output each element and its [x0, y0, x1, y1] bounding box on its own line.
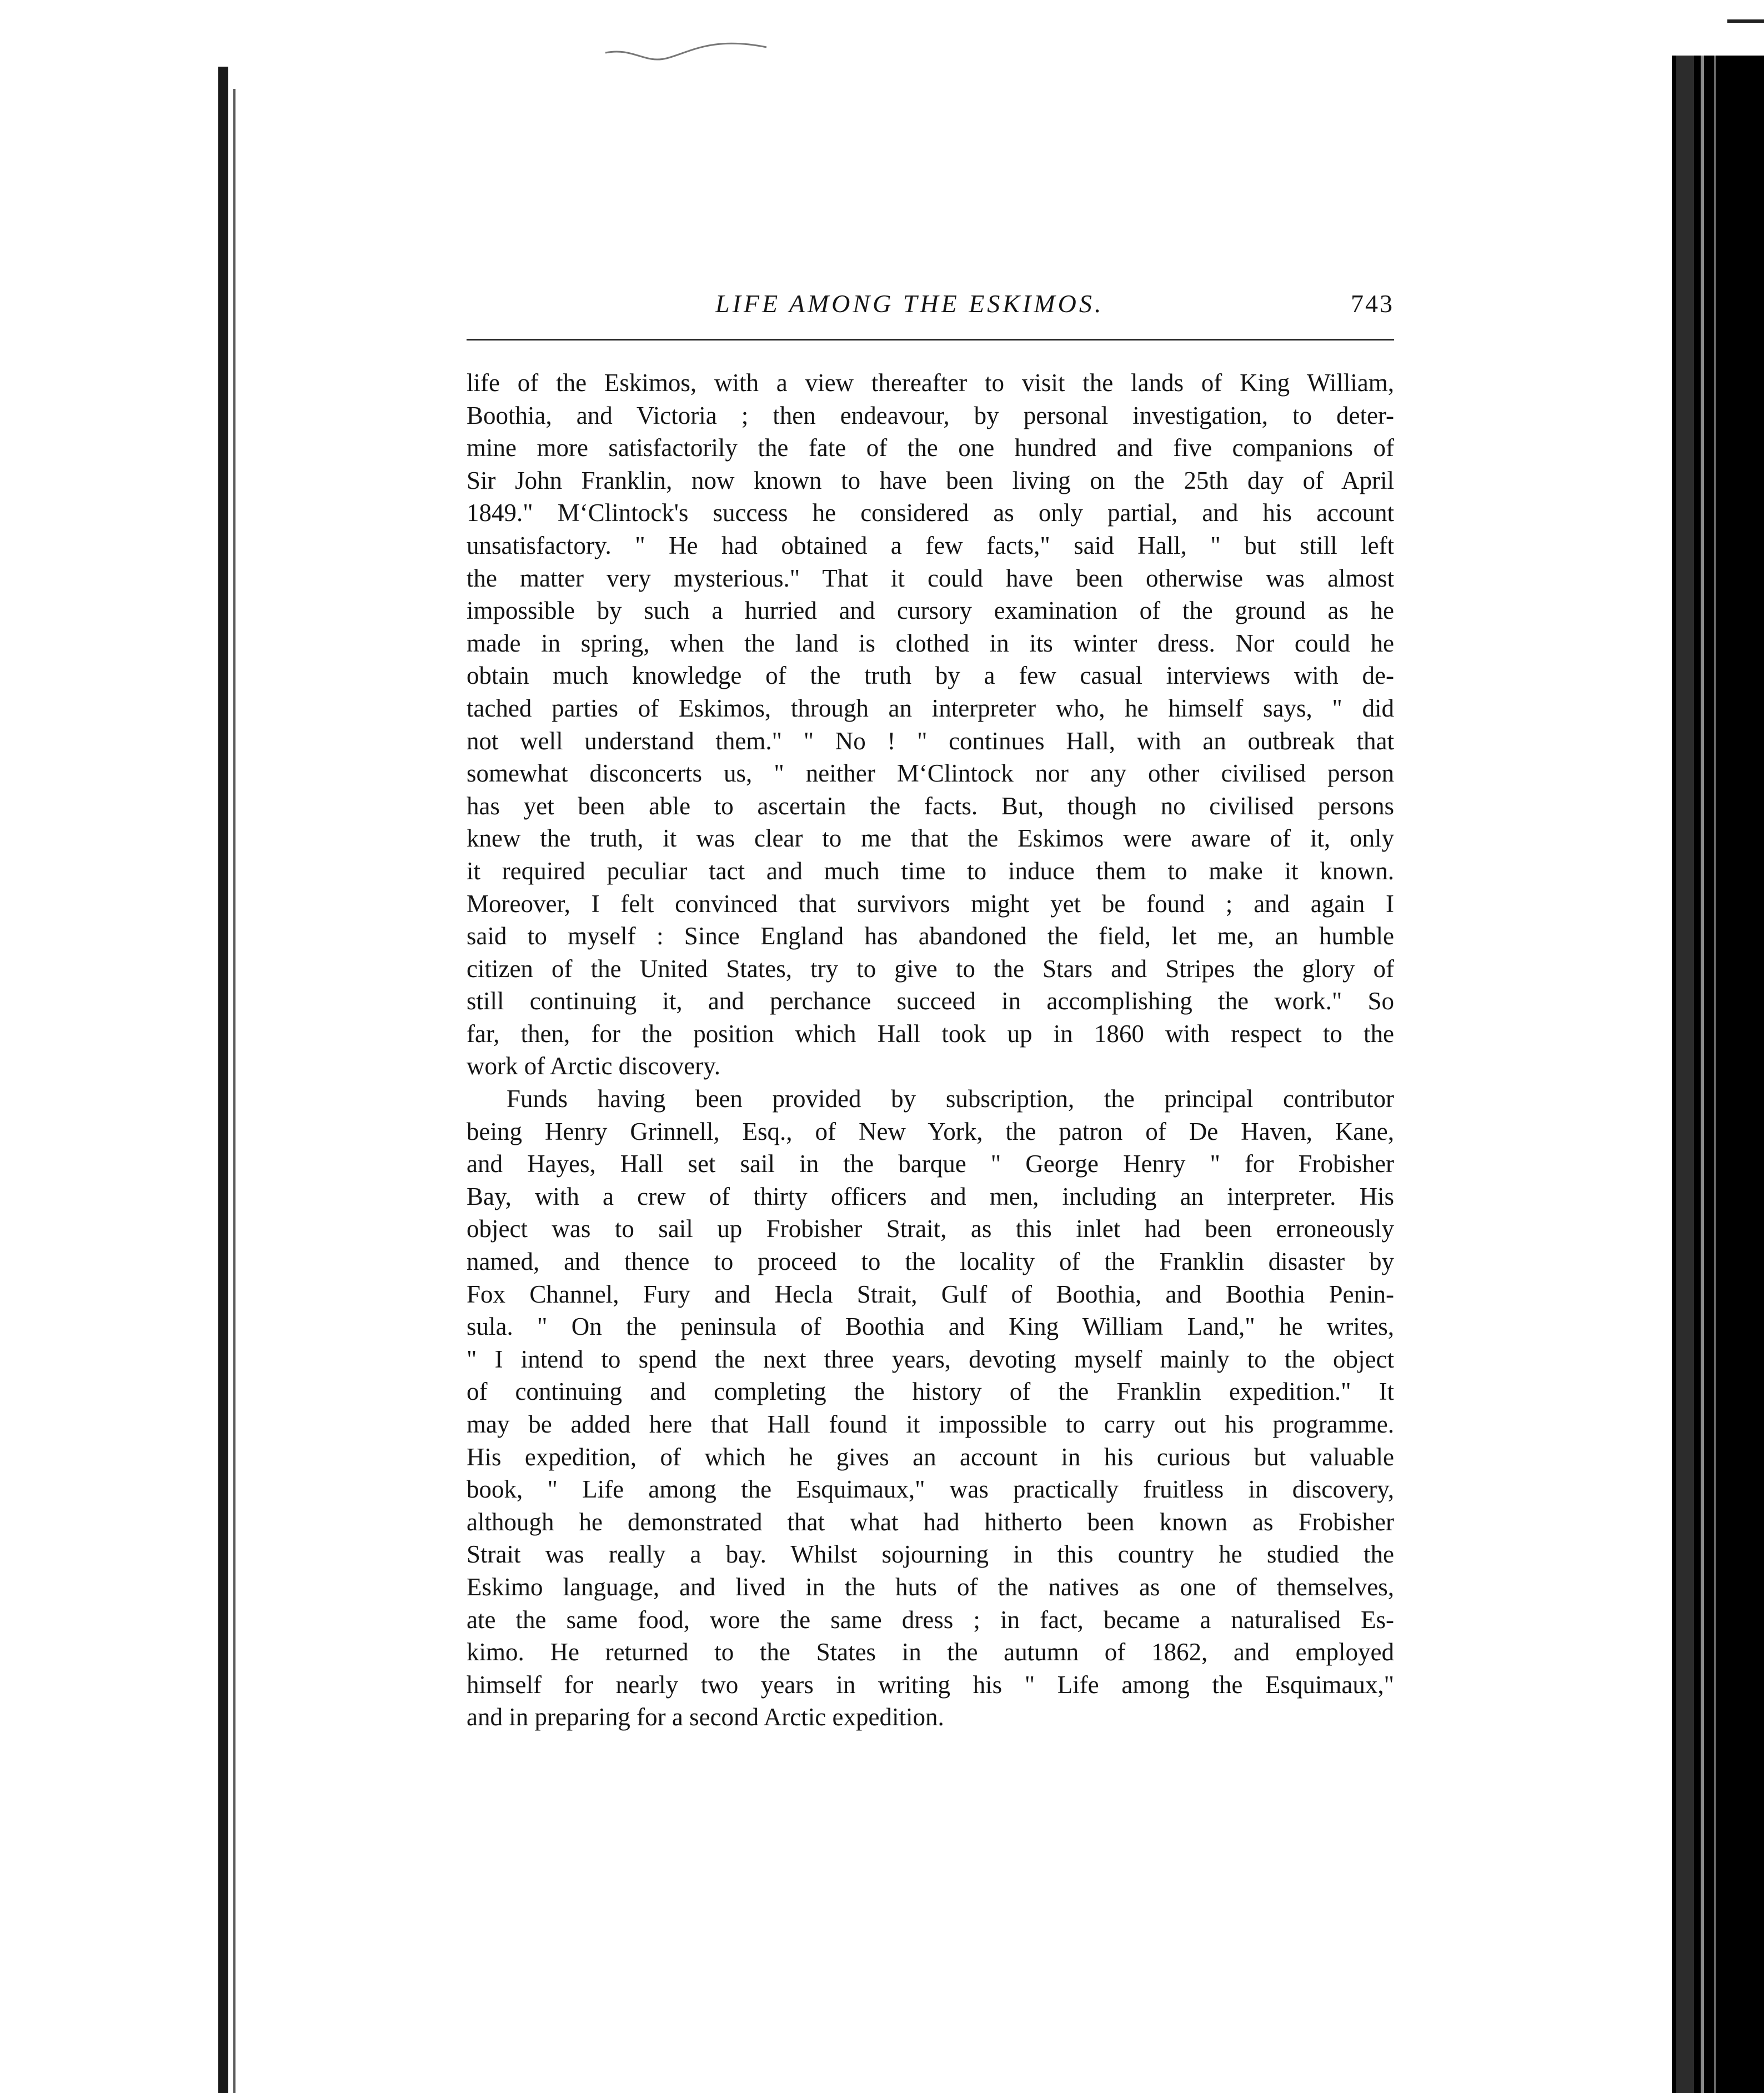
text-line: 1849." M‘Clintock's success he considered as only partial, and his account: [467, 499, 1394, 527]
text-line: and in preparing for a second Arctic expedition.: [467, 1703, 944, 1731]
text-line: tached parties of Eskimos, through an interpreter who, he himself says, " did: [467, 694, 1394, 722]
text-line: unsatisfactory. " He had obtained a few facts," said Hall, " but still left: [467, 531, 1394, 559]
text-line: object was to sail up Frobisher Strait, as this inlet had been erroneously: [467, 1215, 1394, 1243]
text-line: Fox Channel, Fury and Hecla Strait, Gulf of Boothia, and Boothia Penin-: [467, 1280, 1394, 1308]
text-line: the matter very mysterious." That it could have been otherwise was almost: [467, 564, 1394, 592]
text-line: himself for nearly two years in writing his " Life among the Esquimaux,": [467, 1670, 1394, 1699]
header-rule: [467, 339, 1394, 341]
text-line: far, then, for the position which Hall took up in 1860 with respect to the: [467, 1019, 1394, 1048]
text-line: Sir John Franklin, now known to have been living on the 25th day of April: [467, 466, 1394, 494]
text-line: Strait was really a bay. Whilst sojourning in this country he studied the: [467, 1540, 1394, 1569]
running-title: LIFE AMONG THE ESKIMOS.: [715, 289, 1104, 318]
text-line: knew the truth, it was clear to me that the Eskimos were aware of it, only: [467, 824, 1394, 853]
text-line: life of the Eskimos, with a view thereafter to visit the lands of King William,: [467, 369, 1394, 397]
book-page-edge-line: [1701, 56, 1704, 2093]
scan-artifact-mark: [600, 31, 800, 69]
book-page-edge-shadow: [1676, 56, 1694, 2093]
text-line: Boothia, and Victoria ; then endeavour, by personal investigation, to deter-: [467, 401, 1394, 429]
text-line: Eskimo language, and lived in the huts of the natives as one of themselves,: [467, 1573, 1394, 1601]
text-line: being Henry Grinnell, Esq., of New York, the patron of De Haven, Kane,: [467, 1117, 1394, 1145]
text-line: impossible by such a hurried and cursory examination of the ground as he: [467, 597, 1394, 625]
text-line: still continuing it, and perchance succeed in accomplishing the work." So: [467, 987, 1394, 1015]
text-line: made in spring, when the land is clothed in its winter dress. Nor could he: [467, 629, 1394, 657]
text-line: mine more satisfactorily the fate of the one hundred and five companions of: [467, 434, 1394, 462]
text-line: said to myself : Since England has abandoned the field, let me, an humble: [467, 922, 1394, 950]
text-line: not well understand them." " No ! " continues Hall, with an outbreak that: [467, 727, 1394, 755]
text-line: kimo. He returned to the States in the autumn of 1862, and employed: [467, 1638, 1394, 1666]
text-line: it required peculiar tact and much time to induce them to make it known.: [467, 857, 1394, 885]
text-line: book, " Life among the Esquimaux," was practically fruitless in discovery,: [467, 1475, 1394, 1504]
text-line: although he demonstrated that what had hitherto been known as Frobisher: [467, 1508, 1394, 1536]
running-head: [467, 289, 1394, 333]
text-line: Bay, with a crew of thirty officers and men, including an interpreter. His: [467, 1182, 1394, 1210]
text-line: His expedition, of which he gives an account in his curious but valuable: [467, 1443, 1394, 1471]
page-content: [467, 289, 1394, 1734]
text-line: somewhat disconcerts us, " neither M‘Clintock nor any other civilised person: [467, 759, 1394, 788]
text-line: citizen of the United States, try to give to the Stars and Stripes the glory of: [467, 954, 1394, 983]
book-page-edge-line-2: [1714, 56, 1716, 2093]
page-gutter-shadow: [218, 67, 228, 2093]
text-line: obtain much knowledge of the truth by a few casual interviews with de-: [467, 662, 1394, 690]
text-line: Funds having been provided by subscription, the principal contributor: [507, 1085, 1394, 1113]
text-line: ate the same food, wore the same dress ; in fact, became a naturalised Es-: [467, 1605, 1394, 1634]
text-line: and Hayes, Hall set sail in the barque " George Henry " for Frobisher: [467, 1150, 1394, 1178]
scan-corner-mark: [1727, 16, 1764, 27]
text-line: " I intend to spend the next three years, devoting myself mainly to the object: [467, 1345, 1394, 1373]
text-line: work of Arctic discovery.: [467, 1052, 720, 1080]
text-line: sula. " On the peninsula of Boothia and King William Land," he writes,: [467, 1313, 1394, 1341]
text-line: Moreover, I felt convinced that survivors might yet be found ; and again I: [467, 889, 1394, 918]
page-number: 743: [1351, 289, 1394, 318]
text-line: may be added here that Hall found it impossible to carry out his programme.: [467, 1410, 1394, 1438]
page-gutter-line: [233, 89, 235, 2093]
text-line: of continuing and completing the history of the Franklin expedition." It: [467, 1378, 1394, 1406]
text-line: has yet been able to ascertain the facts. But, though no civilised persons: [467, 792, 1394, 820]
body-text: [467, 367, 1394, 1734]
text-line: named, and thence to proceed to the locality of the Franklin disaster by: [467, 1248, 1394, 1276]
